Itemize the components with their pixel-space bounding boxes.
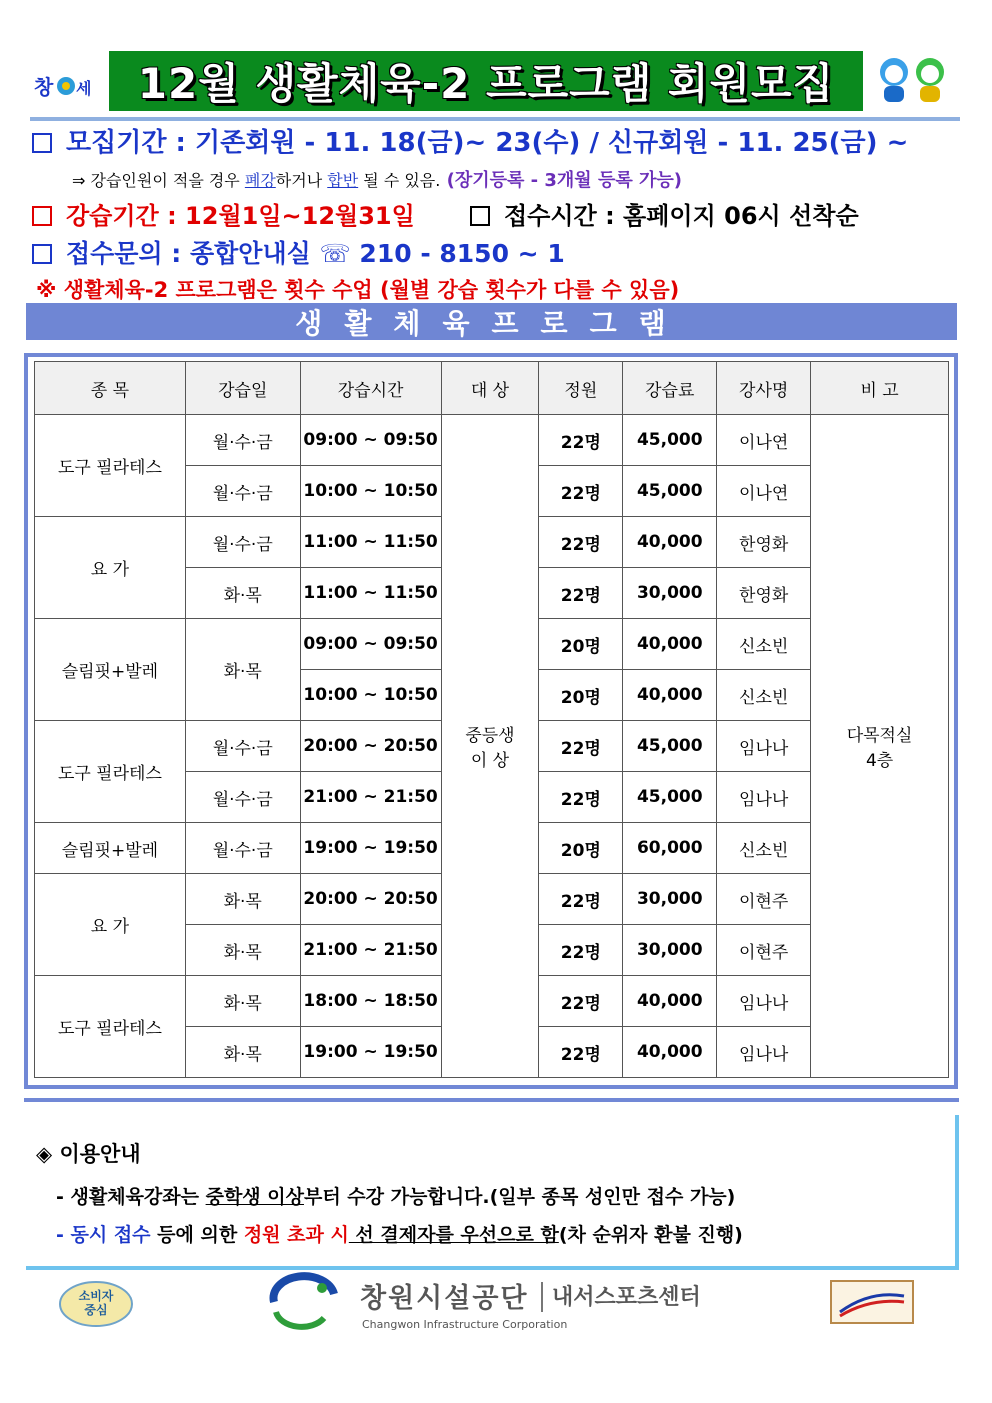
time-cell: 21:00 ~ 21:50	[300, 772, 441, 823]
recruit-period-text: 모집기간 : 기존회원 - 11. 18(금)~ 23(수) / 신규회원 - 11. 25(금) ~	[66, 128, 909, 158]
day-cell: 월·수·금	[185, 415, 300, 466]
arrow-note-b: 하거나	[275, 171, 328, 190]
info-border-bottom	[26, 1266, 959, 1270]
fee-cell: 40,000	[623, 670, 717, 721]
time-cell: 19:00 ~ 19:50	[300, 1027, 441, 1078]
consumer-badge-icon	[58, 1280, 134, 1328]
arrow-note-long: (장기등록 - 3개월 등록 가능)	[440, 170, 683, 191]
arrow-note	[72, 166, 682, 192]
arrow-note-a: ⇒ 강습인원이 적을 경우	[72, 171, 245, 190]
corp-english: Changwon Infrastructure Corporation	[362, 1318, 568, 1331]
time-cell: 10:00 ~ 10:50	[300, 466, 441, 517]
day-cell: 화·목	[185, 976, 300, 1027]
day-cell: 화·목	[185, 568, 300, 619]
time-cell: 21:00 ~ 21:50	[300, 925, 441, 976]
checkbox-icon	[470, 206, 490, 226]
checkbox-icon	[32, 133, 52, 153]
arrow-note-merge: 합반	[327, 171, 359, 190]
capacity-cell: 22명	[539, 976, 623, 1027]
teacher-cell: 임나나	[717, 1027, 811, 1078]
page-title: 12월 생활체육-2 프로그램 회원모집	[137, 59, 835, 108]
info-line-2-a: - 동시 접수	[56, 1224, 151, 1246]
capacity-cell: 20명	[539, 670, 623, 721]
program-name-cell: 슬림핏+발레	[35, 823, 186, 874]
teacher-cell: 한영화	[717, 568, 811, 619]
teacher-cell: 신소빈	[717, 619, 811, 670]
fee-cell: 45,000	[623, 721, 717, 772]
program-banner: 생활체육프로그램	[26, 303, 957, 340]
info-line-2-c: 정원 초과 시	[243, 1224, 349, 1246]
day-cell: 화·목	[185, 619, 300, 721]
day-cell: 월·수·금	[185, 823, 300, 874]
time-cell: 11:00 ~ 11:50	[300, 568, 441, 619]
time-cell: 18:00 ~ 18:50	[300, 976, 441, 1027]
program-name-cell: 요 가	[35, 517, 186, 619]
fee-cell: 30,000	[623, 925, 717, 976]
checkbox-icon	[32, 206, 52, 226]
count-note: ※ 생활체육-2 프로그램은 횟수 수업 (월별 강습 횟수가 다를 수 있음)	[36, 278, 680, 302]
time-cell: 09:00 ~ 09:50	[300, 415, 441, 466]
header-cell: 강습시간	[300, 362, 441, 415]
svg-text:소비자: 소비자	[78, 1289, 114, 1303]
fee-cell: 40,000	[623, 1027, 717, 1078]
header-cell: 강사명	[717, 362, 811, 415]
svg-text:중심: 중심	[84, 1303, 108, 1317]
inquiry-text: 접수문의 : 종합안내실 ☏ 210 - 8150 ~ 1	[66, 239, 565, 268]
fee-cell: 40,000	[623, 619, 717, 670]
info-line-2-b: 등에 의한	[150, 1224, 244, 1246]
table-divider	[24, 1098, 959, 1102]
checkbox-icon	[32, 244, 52, 264]
info-line-2	[56, 1220, 743, 1247]
header-cell: 비 고	[811, 362, 949, 415]
teacher-cell: 신소빈	[717, 823, 811, 874]
fee-cell: 40,000	[623, 976, 717, 1027]
table-row	[35, 415, 949, 466]
fee-cell: 45,000	[623, 415, 717, 466]
reception-time-text: 접수시간 : 홈페이지 06시 선착순	[504, 202, 859, 230]
teacher-cell: 임나나	[717, 772, 811, 823]
fee-cell: 30,000	[623, 874, 717, 925]
header-cell: 강습료	[623, 362, 717, 415]
capacity-cell: 22명	[539, 721, 623, 772]
capacity-cell: 22명	[539, 517, 623, 568]
program-name-cell: 도구 필라테스	[35, 976, 186, 1078]
cert-badge-icon	[830, 1280, 914, 1324]
header-cell: 대 상	[441, 362, 539, 415]
time-cell: 19:00 ~ 19:50	[300, 823, 441, 874]
capacity-cell: 20명	[539, 619, 623, 670]
target-cell: 중등생 이 상	[441, 415, 539, 1078]
capacity-cell: 22명	[539, 1027, 623, 1078]
header-cell: 종 목	[35, 362, 186, 415]
teacher-cell: 이현주	[717, 925, 811, 976]
lesson-period	[32, 196, 415, 231]
capacity-cell: 22명	[539, 772, 623, 823]
title-banner	[106, 48, 866, 114]
program-name-cell: 요 가	[35, 874, 186, 976]
program-name-cell: 도구 필라테스	[35, 415, 186, 517]
corp-center: 내서스포츠센터	[552, 1285, 701, 1310]
capacity-cell: 22명	[539, 874, 623, 925]
mascot-icon	[872, 52, 954, 110]
city-logo-icon	[32, 60, 96, 110]
info-line-1-a: - 생활체육강좌는	[56, 1186, 206, 1208]
info-line-1-u: 중학생 이상	[205, 1186, 304, 1208]
table-body	[35, 415, 949, 1078]
program-name-cell: 슬림핏+발레	[35, 619, 186, 721]
teacher-cell: 이현주	[717, 874, 811, 925]
fee-cell: 45,000	[623, 466, 717, 517]
program-table	[34, 361, 949, 1078]
day-cell: 화·목	[185, 874, 300, 925]
fee-cell: 40,000	[623, 517, 717, 568]
day-cell: 화·목	[185, 925, 300, 976]
capacity-cell: 22명	[539, 925, 623, 976]
lesson-period-text: 강습기간 : 12월1일~12월31일	[66, 202, 415, 230]
teacher-cell: 이나연	[717, 415, 811, 466]
info-line-2-d: 선 결제자를 우선으로 함	[348, 1224, 559, 1246]
table-header-row	[35, 362, 949, 415]
corp-separator	[541, 1282, 543, 1312]
capacity-cell: 22명	[539, 415, 623, 466]
program-name-cell: 도구 필라테스	[35, 721, 186, 823]
note-cell: 다목적실 4층	[811, 415, 949, 1078]
teacher-cell: 신소빈	[717, 670, 811, 721]
header-cell: 정원	[539, 362, 623, 415]
svg-text:창: 창	[34, 75, 54, 99]
capacity-cell: 22명	[539, 568, 623, 619]
fee-cell: 30,000	[623, 568, 717, 619]
day-cell: 월·수·금	[185, 772, 300, 823]
reception-time	[470, 196, 859, 231]
fee-cell: 45,000	[623, 772, 717, 823]
time-cell: 20:00 ~ 20:50	[300, 874, 441, 925]
day-cell: 화·목	[185, 1027, 300, 1078]
info-line-2-e: (차 순위자 환불 진행)	[558, 1224, 743, 1246]
info-line-1-b: 부터 수강 가능합니다.(일부 종목 성인만 접수 가능)	[303, 1186, 736, 1208]
teacher-cell: 이나연	[717, 466, 811, 517]
time-cell: 11:00 ~ 11:50	[300, 517, 441, 568]
info-heading: ◈ 이용안내	[36, 1142, 141, 1166]
svg-text:세: 세	[76, 79, 92, 98]
day-cell: 월·수·금	[185, 466, 300, 517]
corp-name: 창원시설공단	[360, 1283, 529, 1314]
info-border-right	[955, 1115, 959, 1270]
capacity-cell: 22명	[539, 466, 623, 517]
corp-logo-icon	[264, 1272, 344, 1332]
day-cell: 월·수·금	[185, 721, 300, 772]
teacher-cell: 한영화	[717, 517, 811, 568]
fee-cell: 60,000	[623, 823, 717, 874]
info-line-1	[56, 1182, 735, 1209]
title-divider	[30, 117, 960, 121]
teacher-cell: 임나나	[717, 976, 811, 1027]
arrow-note-closed: 폐강	[244, 171, 276, 190]
capacity-cell: 20명	[539, 823, 623, 874]
teacher-cell: 임나나	[717, 721, 811, 772]
time-cell: 10:00 ~ 10:50	[300, 670, 441, 721]
time-cell: 09:00 ~ 09:50	[300, 619, 441, 670]
inquiry	[32, 234, 565, 270]
recruit-period	[32, 122, 908, 159]
day-cell: 월·수·금	[185, 517, 300, 568]
header-cell: 강습일	[185, 362, 300, 415]
time-cell: 20:00 ~ 20:50	[300, 721, 441, 772]
arrow-note-c: 될 수 있음.	[358, 171, 441, 190]
